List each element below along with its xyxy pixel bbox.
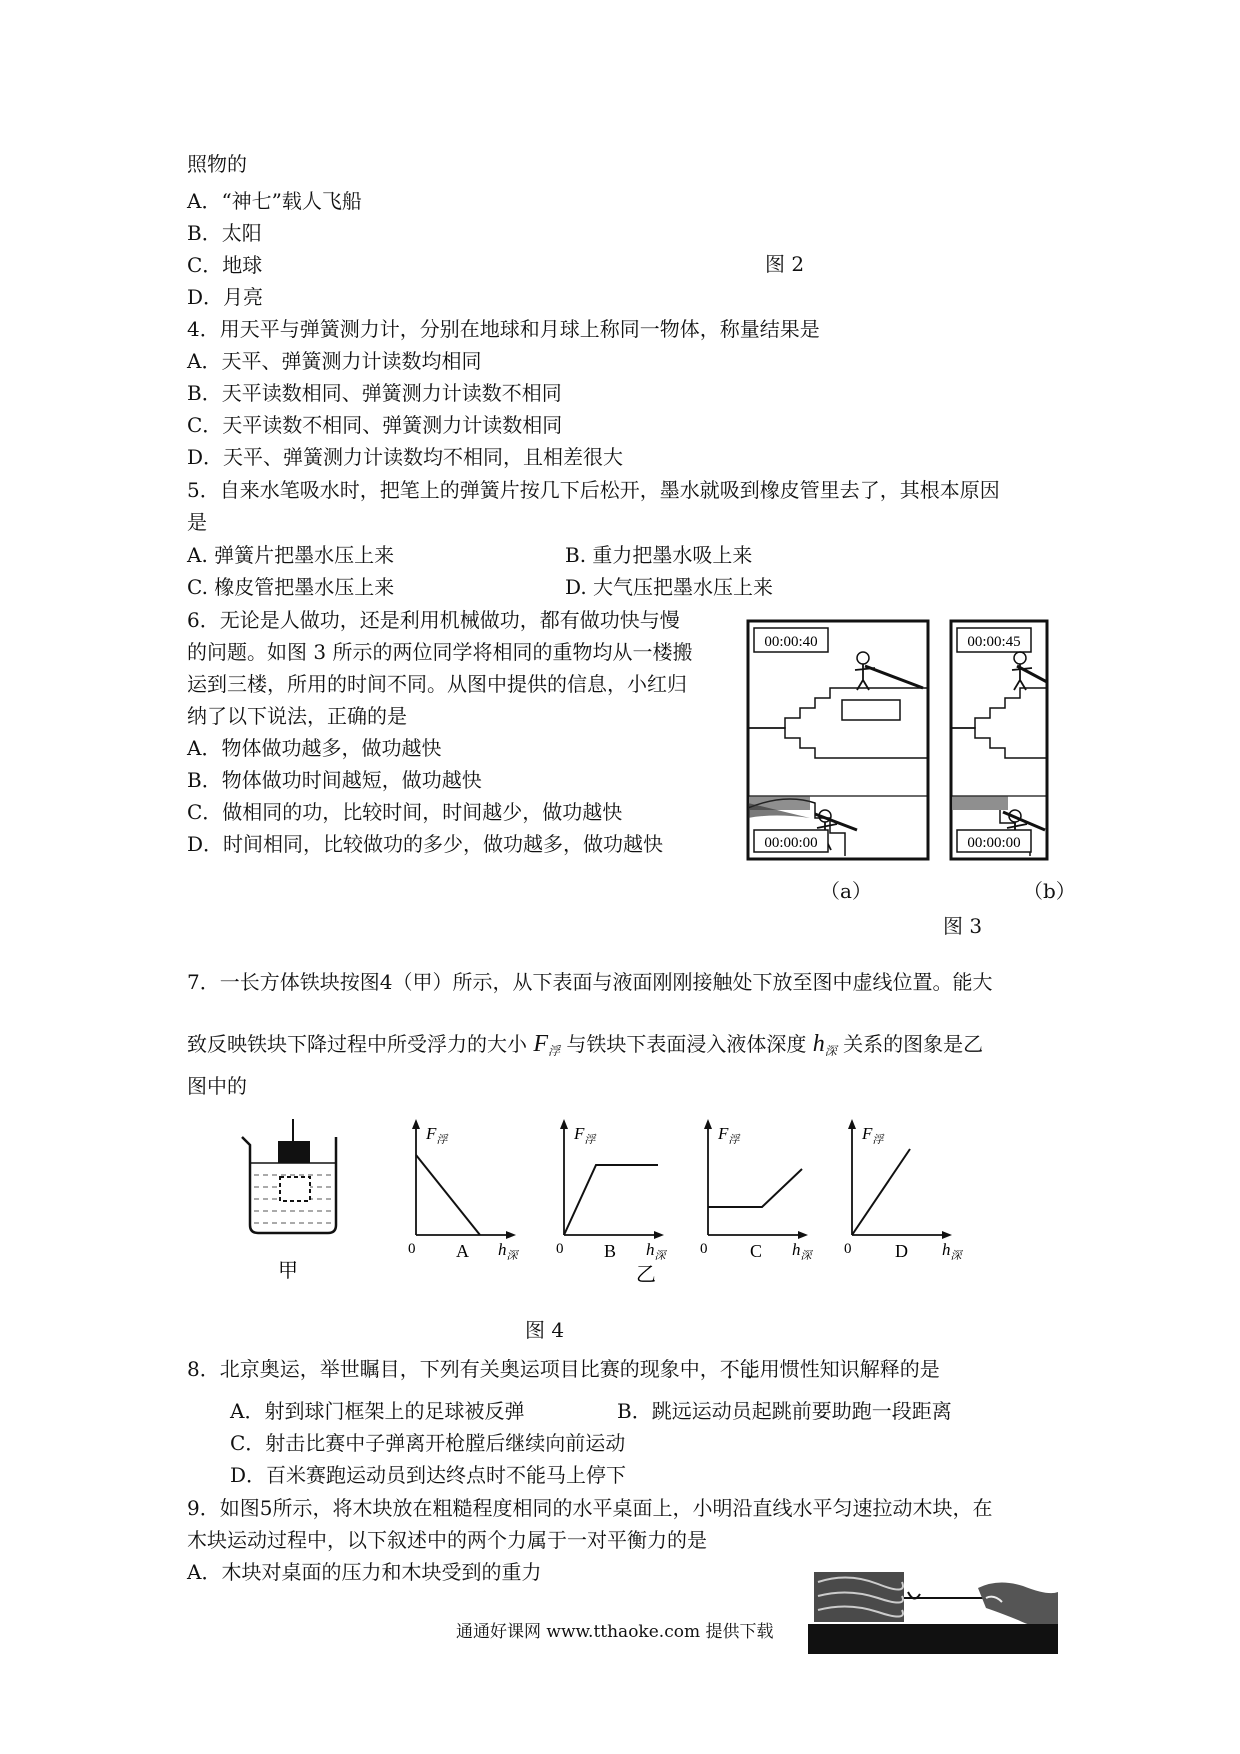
graph-b-h-label: $h_深$ — [646, 1240, 666, 1262]
graph-d-f-label: $F_浮$ — [862, 1124, 884, 1146]
q6-option-d: D．时间相同，比较做功的多少，做功越多，做功越快 — [187, 832, 664, 856]
q5-option-d: D. 大气压把墨水压上来 — [565, 575, 774, 599]
f-float-symbol: $F_浮$ — [533, 1031, 561, 1058]
graph-c-f-label: $F_浮$ — [718, 1124, 740, 1146]
figure-4-caption: 图 4 — [525, 1318, 565, 1342]
q9-option-a: A．木块对桌面的压力和木块受到的重力 — [187, 1560, 542, 1584]
panel-b-time-bottom: 00:00:00 — [967, 835, 1021, 851]
graph-b-origin: 0 — [556, 1241, 564, 1257]
graph-a-label: A — [456, 1241, 469, 1261]
q3-option-c: C．地球 — [187, 253, 263, 277]
q7-line2-part-c: 关系的图象是乙 — [843, 1032, 984, 1056]
figure-5-block-image — [808, 1568, 1063, 1658]
q4-option-c: C．天平读数不相同、弹簧测力计读数相同 — [187, 413, 563, 437]
graph-c-h-label: $h_深$ — [792, 1240, 812, 1262]
figure-3-label-a: （a） — [820, 879, 872, 903]
figure-3-panel-a — [748, 621, 928, 859]
q4-option-d: D．天平、弹簧测力计读数均不相同，且相差很大 — [187, 445, 624, 469]
q9-line2: 木块运动过程中，以下叙述中的两个力属于一对平衡力的是 — [187, 1528, 707, 1552]
q3-option-d: D．月亮 — [187, 285, 264, 309]
q7-line2-part-a: 致反映铁块下降过程中所受浮力的大小 — [187, 1032, 527, 1056]
graph-d-label: D — [895, 1241, 908, 1261]
panel-a-time-top: 00:00:40 — [764, 634, 818, 650]
graph-b-label: B — [604, 1241, 617, 1261]
graph-d — [844, 1119, 964, 1262]
q5-stem-line1: 5．自来水笔吸水时，把笔上的弹簧片按几下后松开，墨水就吸到橡皮管里去了，其根本原因 — [187, 478, 1000, 502]
q8-option-b: B．跳远运动员起跳前要助跑一段距离 — [617, 1399, 952, 1423]
graph-a — [408, 1119, 520, 1262]
q6-stem-line2: 的问题。如图 3 所示的两位同学将相同的重物均从一楼搬 — [187, 640, 693, 664]
graph-d-origin: 0 — [844, 1241, 852, 1257]
q4-option-a: A．天平、弹簧测力计读数均相同 — [187, 349, 482, 373]
q6-option-a: A．物体做功越多，做功越快 — [187, 736, 442, 760]
q4-option-b: B．天平读数相同、弹簧测力计读数不相同 — [187, 381, 562, 405]
figure-3-label-b: （b） — [1023, 879, 1076, 903]
figure-4-yi-label: 乙 — [636, 1264, 656, 1286]
q8-option-d: D．百米赛跑运动员到达终点时不能马上停下 — [230, 1463, 627, 1487]
q3-option-a: A．“神七”载人飞船 — [187, 189, 362, 213]
graph-c — [700, 1119, 814, 1262]
q7-line1: 7．一长方体铁块按图4（甲）所示，从下表面与液面刚刚接触处下放至图中虚线位置。能大 — [187, 970, 993, 994]
figure-3-panel-b — [951, 621, 1047, 859]
figure-3-caption: 图 3 — [943, 914, 983, 938]
q6-stem-line1: 6．无论是人做功，还是利用机械做功，都有做功快与慢 — [187, 608, 680, 632]
graph-a-origin: 0 — [408, 1241, 416, 1257]
graph-d-h-label: $h_深$ — [942, 1240, 962, 1262]
q7-line3: 图中的 — [187, 1074, 247, 1098]
beaker-jia — [242, 1119, 336, 1233]
q4-stem: 4．用天平与弹簧测力计，分别在地球和月球上称同一物体，称量结果是 — [187, 317, 820, 341]
emphasis-dot-1: 不 — [719, 1357, 740, 1381]
q5-stem-line2: 是 — [187, 510, 207, 534]
q7-line2-part-b: 与铁块下表面浸入液体深度 — [566, 1032, 807, 1056]
graph-a-h-label: $h_深$ — [498, 1240, 518, 1262]
graph-c-origin: 0 — [700, 1241, 708, 1257]
panel-a-time-bottom: 00:00:00 — [764, 835, 818, 851]
panel-b-time-top: 00:00:45 — [967, 634, 1021, 650]
q6-option-b: B．物体做功时间越短，做功越快 — [187, 768, 482, 792]
graph-b — [556, 1119, 668, 1262]
emphasis-dot-2: 能 — [739, 1357, 760, 1381]
graph-c-label: C — [750, 1241, 763, 1261]
q6-stem-line3: 运到三楼，所用的时间不同。从图中提供的信息，小红归 — [187, 672, 687, 696]
q9-line1: 9．如图5所示，将木块放在粗糙程度相同的水平桌面上，小明沿直线水平匀速拉动木块，在 — [187, 1496, 993, 1520]
graph-b-f-label: $F_浮$ — [574, 1124, 596, 1146]
q8-option-a: A．射到球门框架上的足球被反弹 — [230, 1399, 525, 1423]
graph-a-f-label: $F_浮$ — [426, 1124, 448, 1146]
q6-stem-line4: 纳了以下说法，正确的是 — [187, 704, 407, 728]
figure-4 — [230, 1115, 990, 1300]
figure-4-jia-label: 甲 — [278, 1260, 298, 1282]
q6-option-c: C．做相同的功，比较时间，时间越少，做功越快 — [187, 800, 623, 824]
q3-option-b: B．太阳 — [187, 221, 262, 245]
h-depth-symbol: $h_深$ — [812, 1031, 837, 1058]
q5-option-a: A. 弹簧片把墨水压上来 — [187, 543, 395, 567]
page-footer: 通通好课网 www.tthaoke.com 提供下载 — [456, 1622, 774, 1642]
q8-stem: 8．北京奥运，举世瞩目，下列有关奥运项目比赛的现象中，不能用惯性知识解释的是 — [187, 1357, 940, 1381]
q3-stem-end: 照物的 — [187, 152, 247, 176]
q5-option-b: B. 重力把墨水吸上来 — [565, 543, 753, 567]
figure-3 — [745, 618, 1050, 866]
figure-2-caption: 图 2 — [765, 252, 805, 276]
q8-option-c: C．射击比赛中子弹离开枪膛后继续向前运动 — [230, 1431, 626, 1455]
q5-option-c: C. 橡皮管把墨水压上来 — [187, 575, 395, 599]
q7-line2 — [187, 1030, 983, 1065]
